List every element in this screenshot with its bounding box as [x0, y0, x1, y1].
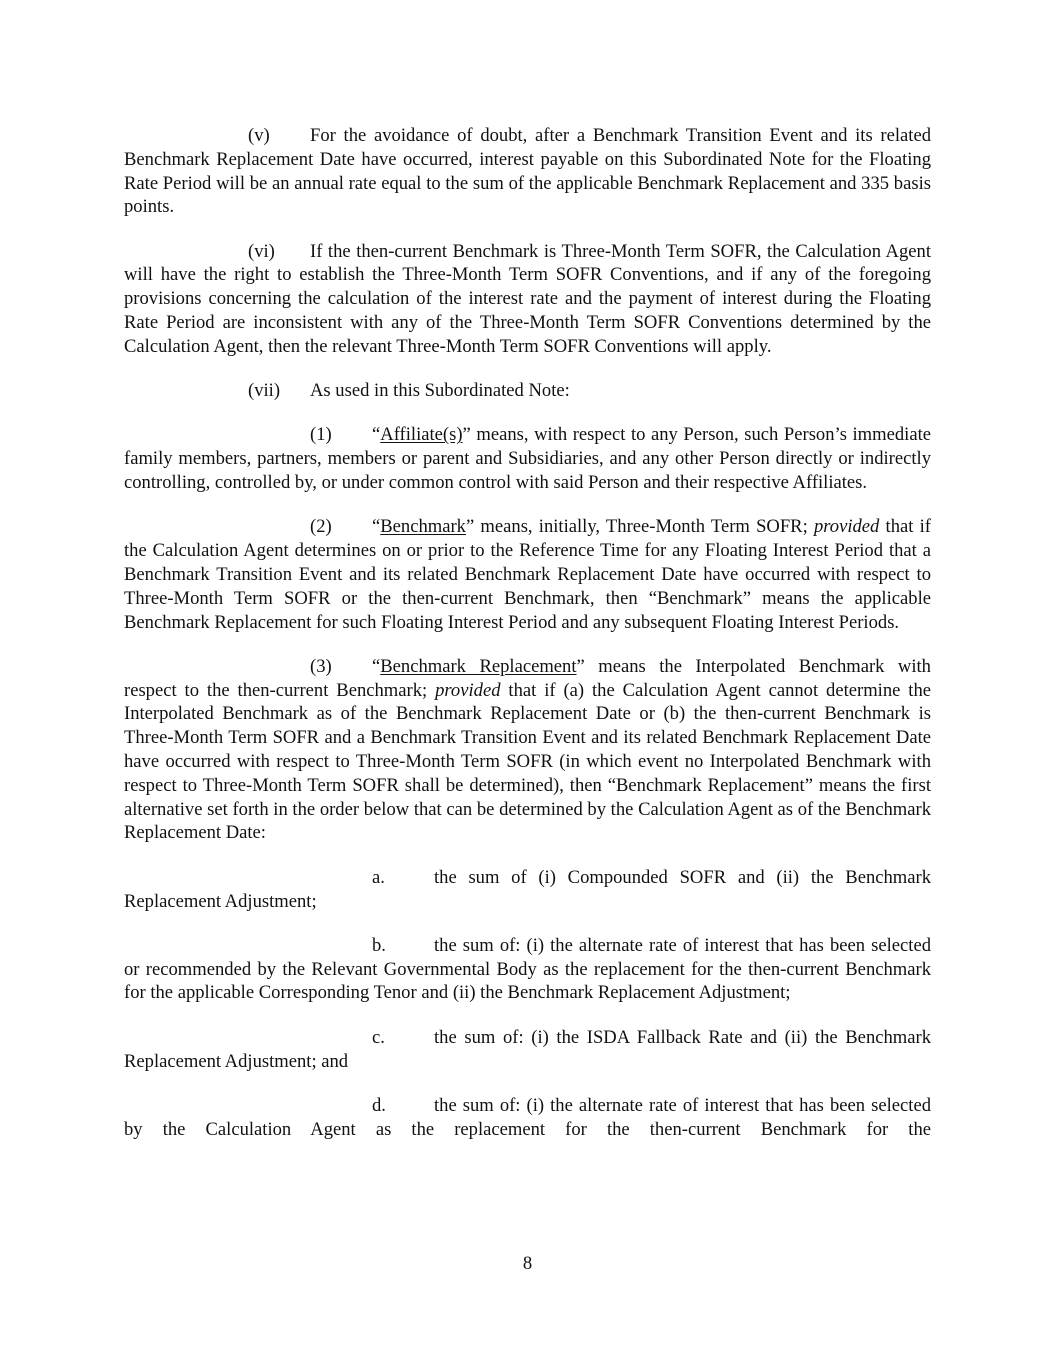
open-quote: “	[372, 655, 381, 677]
italic-provided: provided	[813, 516, 880, 538]
paragraph-vii	[124, 379, 931, 403]
definition-label: (2)	[310, 516, 332, 538]
paragraph-text: For the avoidance of doubt, after a Benchmark Transition Event and its related Benchmark Replacement Date have occurred, interest payable on this Subordinated Note for the Floating Rate Period will be an annual rate equal to the sum of the applicable Benchmark Replacement and 335 basis points.	[124, 125, 931, 218]
definition-affiliates	[124, 423, 931, 494]
defined-term: Affiliate(s)	[380, 424, 463, 446]
page-number: 8	[522, 1253, 533, 1274]
subitem-a	[124, 866, 931, 914]
paragraph-label: (v)	[248, 125, 270, 146]
open-quote: “	[372, 516, 381, 538]
definition-text-cont: that if (a) the Calculation Agent cannot determine the Interpolated Benchmark as of the Benchmark Replacement Date or (b) the then-current Benchmark is Three-Month Term SOFR and a Benchmark Transition Event and its related Benchmark Replacement Date have occurred with respect to Three-Month Term SOFR (in which event no Interpolated Benchmark with respect to Three-Month Term SOFR shall be determined), then “Benchmark Replacement” means the first alternative set forth in the order below that can be determined by the Calculation Agent as of the Benchmark Replacement Date:	[124, 679, 931, 844]
paragraph-text: As used in this Subordinated Note:	[310, 380, 570, 402]
definition-label: (3)	[310, 655, 332, 677]
definition-text-cont: that if the Calculation Agent determines on or prior to the Reference Time for any Floating Interest Period that a Benchmark Transition Event and its related Benchmark Replacement Date have occurred with respect to Three-Month Term SOFR or the then-current Benchmark, then “Benchmark” means the applicable Benchmark Replacement for such Floating Interest Period and any subsequent Floating Interest Periods.	[124, 516, 931, 633]
defined-term: Benchmark	[380, 516, 466, 538]
subitem-label: d.	[372, 1094, 386, 1116]
open-quote: “	[372, 424, 381, 446]
subitem-c	[124, 1026, 931, 1074]
subitem-b	[124, 934, 931, 1005]
subitem-d	[124, 1094, 931, 1142]
italic-provided: provided	[435, 679, 501, 701]
definition-benchmark	[124, 515, 931, 634]
subitem-label: b.	[372, 934, 386, 956]
subitem-label: c.	[372, 1026, 385, 1048]
document-page	[124, 124, 931, 1141]
subitem-text: the sum of (i) Compounded SOFR and (ii) the Benchmark Replacement Adjustment;	[124, 866, 931, 912]
definition-text: ” means, with respect to any Person, such Person’s immediate family members, partners, members or parent and Subsidiaries, and any other Person directly or indirectly controlling, controlled by, or under common control with said Person and their respective Affiliates.	[124, 424, 931, 494]
subitem-label: a.	[372, 866, 385, 888]
definition-text: ” means, initially, Three-Month Term SOFR;	[465, 516, 814, 538]
paragraph-v	[124, 124, 931, 219]
defined-term: Benchmark Replacement	[380, 655, 577, 677]
paragraph-label: (vii)	[248, 380, 281, 402]
subitem-text: the sum of: (i) the alternate rate of interest that has been selected or recommended by the Relevant Governmental Body as the replacement for the then-current Benchmark for the applicable Corresponding Tenor and (ii) the Benchmark Replacement Adjustment;	[124, 934, 931, 1004]
definition-text: ” means the Interpolated Benchmark with respect to the then-current Benchmark;	[124, 655, 931, 701]
paragraph-vi	[124, 240, 931, 359]
paragraph-label: (vi)	[248, 240, 275, 262]
subitem-text: the sum of: (i) the alternate rate of interest that has been selected by the Calculation Agent as the replacement for the then-current Benchmark for the	[124, 1094, 931, 1140]
paragraph-text: If the then-current Benchmark is Three-Month Term SOFR, the Calculation Agent will have the right to establish the Three-Month Term SOFR Conventions, and if any of the foregoing provisions concerning the calculation of the interest rate and the payment of interest during the Floating Rate Period are inconsistent with any of the Three-Month Term SOFR Conventions determined by the Calculation Agent, then the relevant Three-Month Term SOFR Conventions will apply.	[124, 240, 931, 357]
definition-label: (1)	[310, 424, 332, 446]
subitem-text: the sum of: (i) the ISDA Fallback Rate and (ii) the Benchmark Replacement Adjustment; and	[124, 1026, 931, 1072]
definition-benchmark-replacement	[124, 655, 931, 845]
